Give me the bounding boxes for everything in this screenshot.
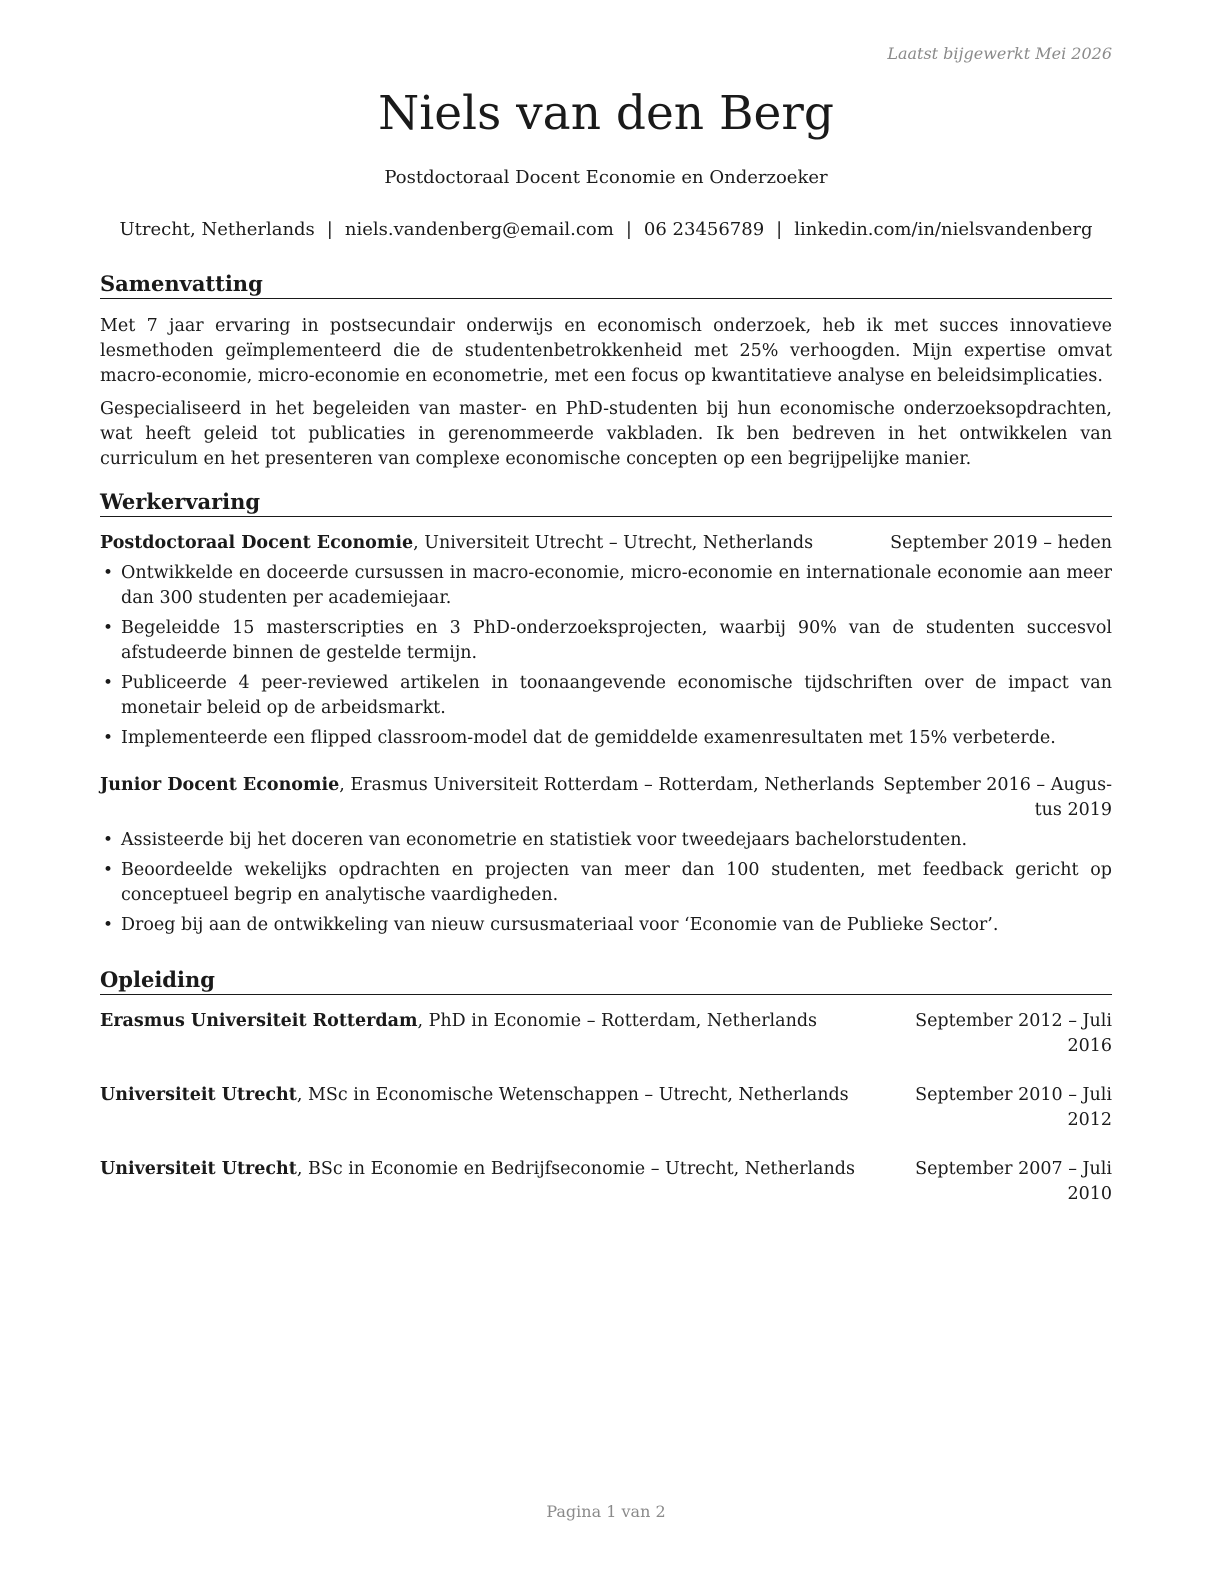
education-degree: , MSc in Economische Wetenschappen – Utrecht, Netherlands (296, 1085, 849, 1105)
contact-separator: | (326, 219, 333, 240)
job-bullet: • Droeg bij aan de ontwikkeling van nieuw cursusmateriaal voor ‘Economie van de Publieke Sector’. (100, 913, 1112, 938)
job-dates: September 2016 – Augustus 2019 (883, 775, 1112, 820)
job-employer: , Erasmus Universiteit Rotterdam – Rotterdam, Netherlands (339, 775, 875, 795)
resume-page (100, 0, 1112, 1584)
contact-email[interactable]: niels.vandenberg@email.com (344, 219, 614, 240)
education-degree: , PhD in Economie – Rotterdam, Netherlands (417, 1011, 818, 1031)
education-school: Universiteit Utrecht (100, 1085, 297, 1105)
job-entry (100, 531, 1112, 751)
job-bullet: • Begeleidde 15 masterscripties en 3 PhD-onderzoeksprojecten, waarbij 90% van de studenten succesvol afstudeerde binnen de gestelde termijn. (100, 616, 1112, 666)
section-title-education: Opleiding (100, 966, 1112, 995)
summary-paragraph: Gespecialiseerd in het begeleiden van master- en PhD-studenten bij hun economische onderzoeksopdrachten, wat heeft geleid tot publicaties in gerenommeerde vakbladen. Ik ben bedreven in het ontwikkelen van curriculum en het presenteren van complexe economische concepten op een begrijpelijke manier. (100, 399, 1112, 469)
summary-section (100, 270, 1112, 472)
education-entry (100, 1157, 1112, 1207)
job-header (100, 531, 1112, 556)
contact-location: Utrecht, Netherlands (119, 219, 315, 240)
job-role: Postdoctoraal Docent Economie (100, 533, 414, 553)
contact-phone[interactable]: 06 23456789 (643, 219, 765, 240)
job-bullets (100, 828, 1112, 938)
contact-linkedin[interactable]: linkedin.com/in/nielsvandenberg (794, 219, 1093, 240)
education-section (100, 966, 1112, 1207)
job-employer: , Universiteit Utrecht – Utrecht, Netherlands (413, 533, 814, 553)
candidate-name: Niels van den Berg (378, 86, 834, 141)
job-bullet: • Assisteerde bij het doceren van econometrie en statistiek voor tweedejaars bachelorstudenten. (100, 828, 1112, 853)
job-bullet: • Publiceerde 4 peer-reviewed artikelen in toonaangevende economische tijdschriften over de impact van monetair beleid op de arbeidsmarkt. (100, 671, 1112, 721)
contact-line (100, 219, 1112, 240)
education-dates: September 2012 – Juli 2016 (915, 1011, 1112, 1056)
education-degree: , BSc in Economie en Bedrijfseconomie – Utrecht, Netherlands (296, 1159, 855, 1179)
experience-section (100, 488, 1112, 938)
education-school: Erasmus Universiteit Rotterdam (100, 1011, 418, 1031)
job-bullet: • Implementeerde een flipped classroom-model dat de gemiddelde examenresultaten met 15% verbeterde. (100, 726, 1112, 751)
job-role: Junior Docent Economie (100, 775, 340, 795)
job-entry (100, 773, 1112, 938)
education-school: Universiteit Utrecht (100, 1159, 297, 1179)
job-bullet: • Beoordeelde wekelijks opdrachten en projecten van meer dan 100 studenten, met feedback gericht op conceptueel begrip en analytische vaardigheden. (100, 858, 1112, 908)
page-number: Pagina 1 van 2 (546, 1502, 666, 1521)
education-entry (100, 1009, 1112, 1059)
education-dates: September 2007 – Juli 2010 (915, 1159, 1112, 1204)
job-bullets (100, 561, 1112, 751)
job-bullet: • Ontwikkelde en doceerde cursussen in macro-economie, micro-economie en internationale economie aan meer dan 300 studenten per academiejaar. (100, 561, 1112, 611)
contact-separator: | (776, 219, 783, 240)
education-dates: September 2010 – Juli 2012 (915, 1085, 1112, 1130)
section-title-summary: Samenvatting (100, 270, 1112, 299)
job-header (100, 773, 1112, 823)
section-title-experience: Werkervaring (100, 488, 1112, 517)
summary-paragraph: Met 7 jaar ervaring in postsecundair onderwijs en economisch onderzoek, heb ik met succes innovatieve lesmethoden geïmplementeerd die de studentenbetrokkenheid met 25% verhoogden. Mijn expertise omvat macro-economie, micro-economie en econometrie, met een focus op kwantitatieve analyse en beleidsimplicaties. (100, 316, 1112, 386)
last-updated: Laatst bijgewerkt Mei 2026 (887, 44, 1112, 63)
job-dates: September 2019 – heden (890, 533, 1112, 553)
education-entry (100, 1083, 1112, 1133)
contact-separator: | (625, 219, 632, 240)
candidate-title: Postdoctoraal Docent Economie en Onderzoeker (384, 167, 828, 188)
